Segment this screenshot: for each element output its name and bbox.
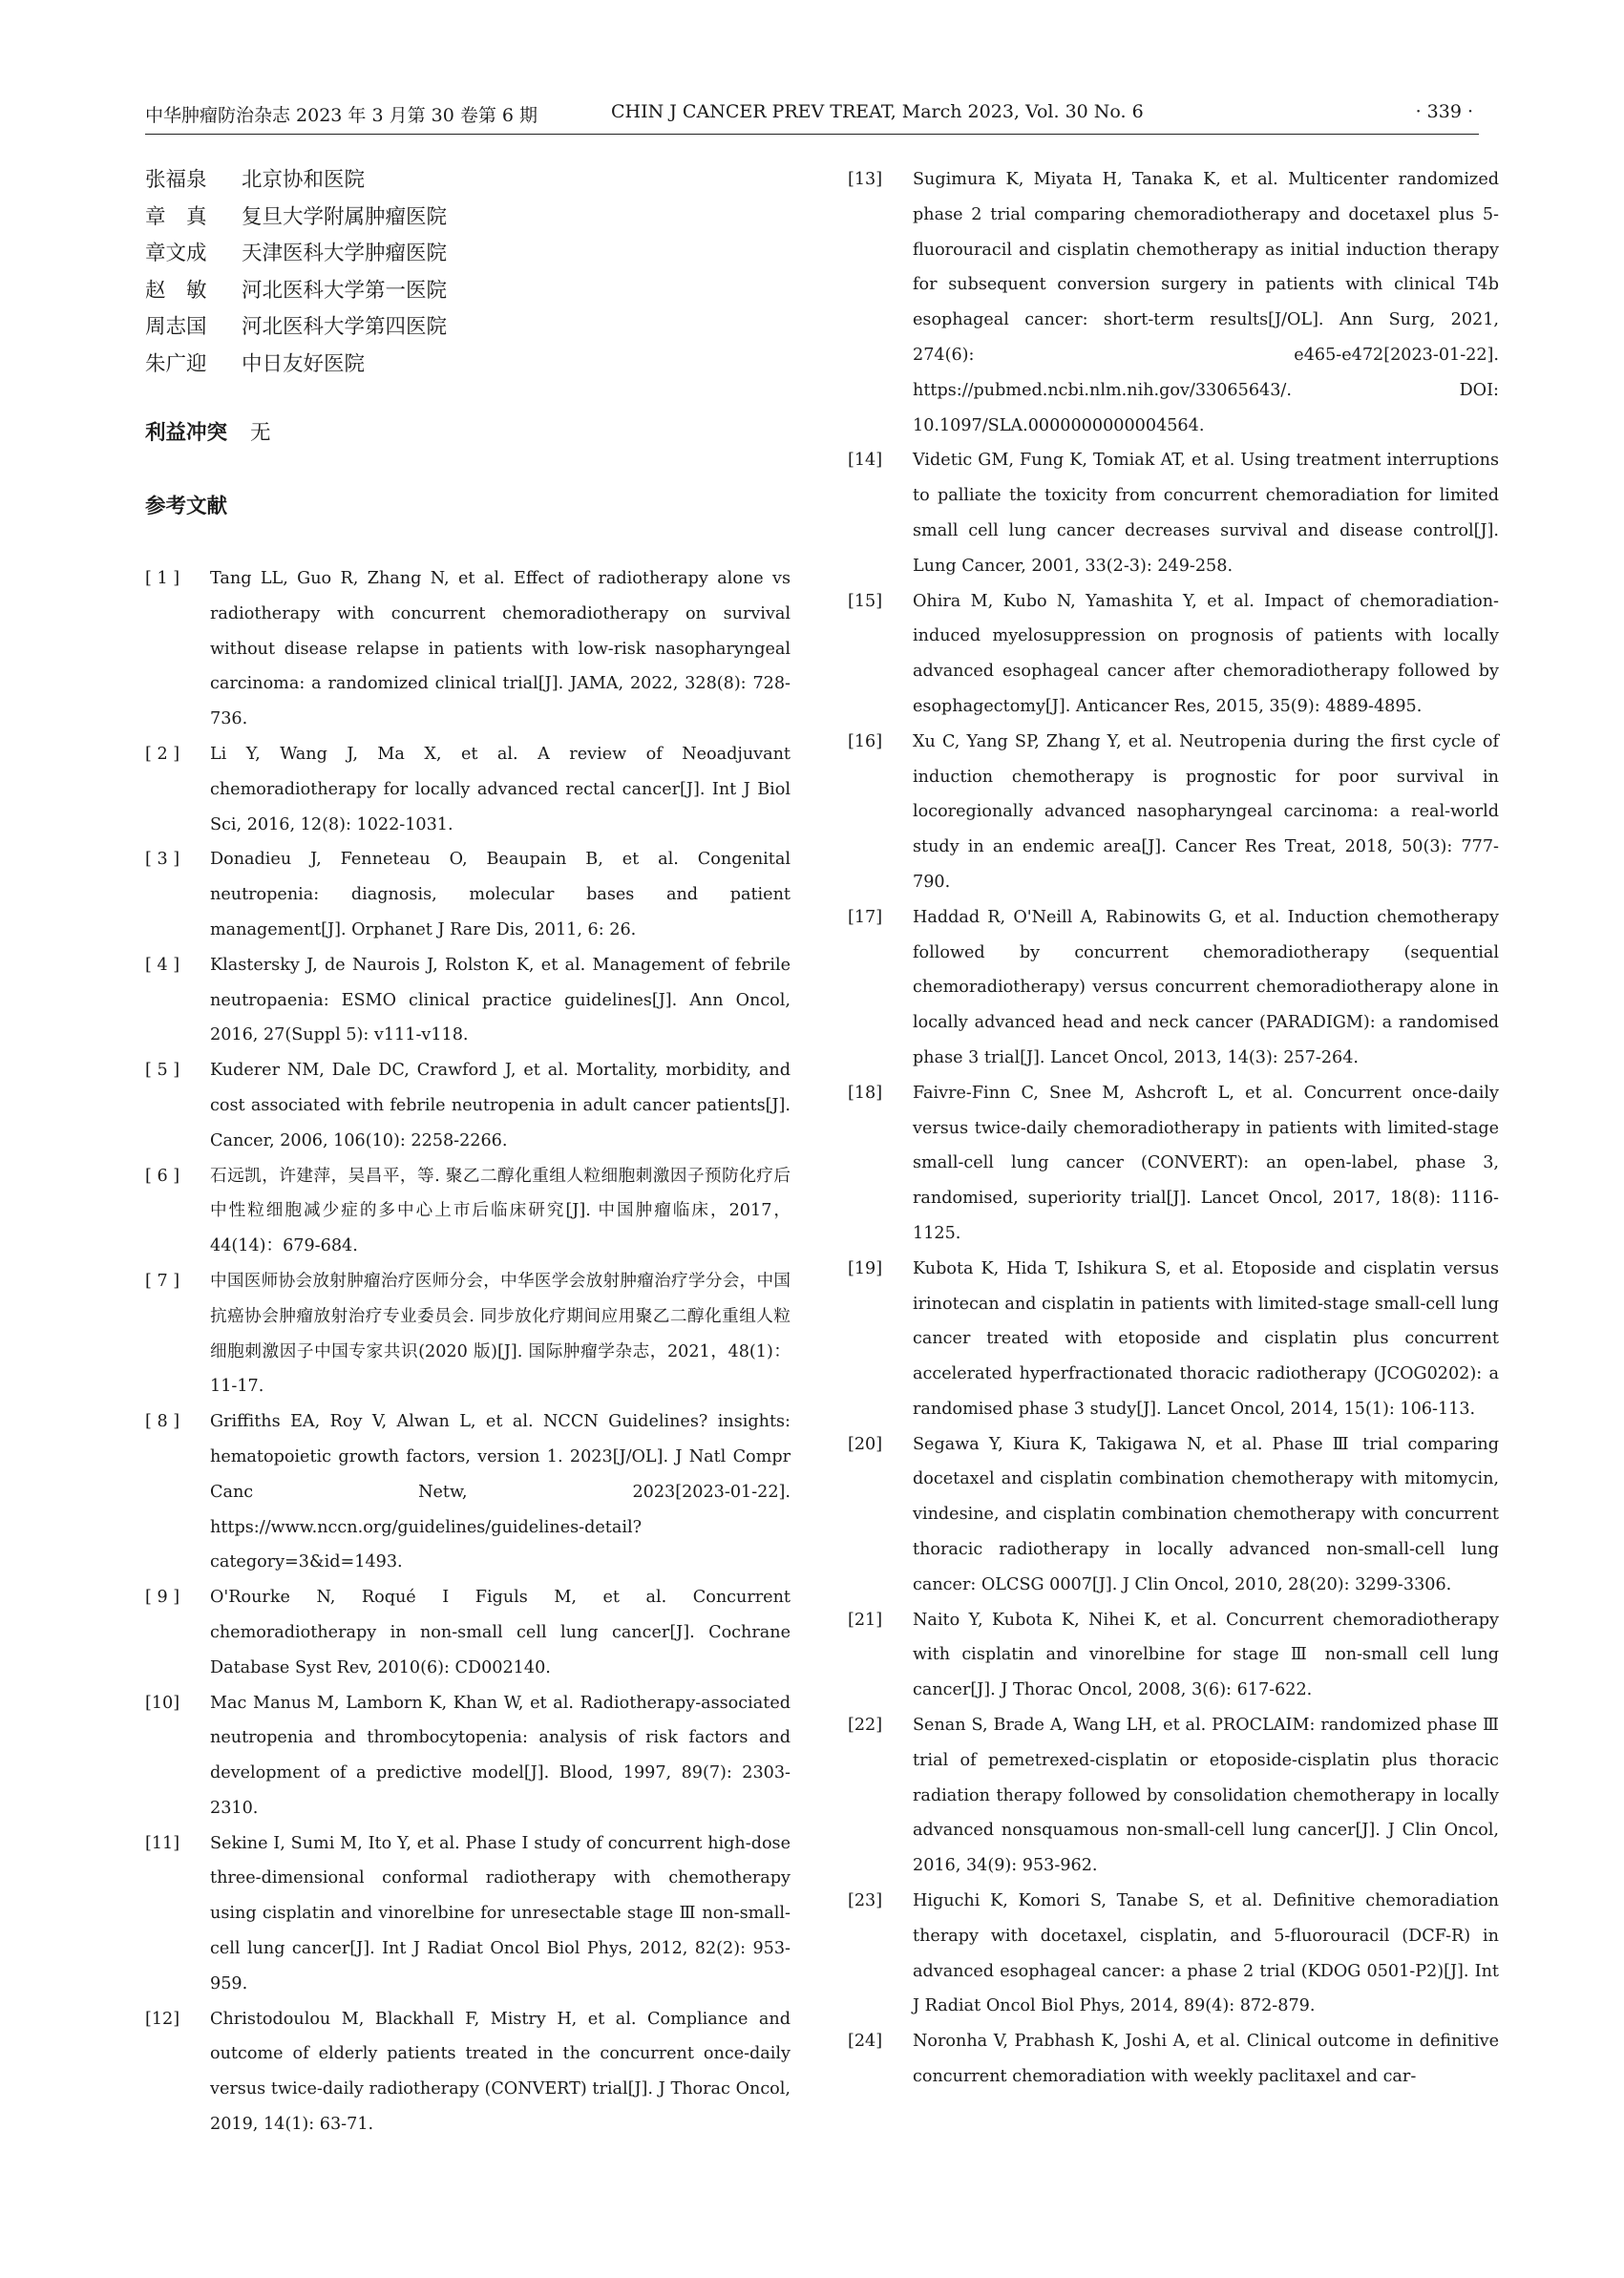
- reference-item: [145, 842, 791, 947]
- author-name: 周志国: [145, 315, 207, 339]
- reference-number: [ 6 ]: [145, 1166, 180, 1186]
- reference-item: [848, 1884, 1499, 2024]
- reference-text: O'Rourke N, Roqué I Figuls M, et al. Concurrent chemoradiotherapy in non-small cell lung cancer[J]. Cochrane Database Syst Rev, 2010(6): CD002140.: [210, 1588, 791, 1677]
- reference-text: 中国医师协会放射肿瘤治疗医师分会，中华医学会放射肿瘤治疗学分会，中国抗癌协会肿瘤放射治疗专业委员会. 同步放化疗期间应用聚乙二醇化重组人粒细胞刺激因子中国专家共识(2020 版)[J]. 国际肿瘤学杂志，2021，48(1)：11-17.: [210, 1271, 791, 1397]
- reference-number: [15]: [848, 591, 883, 611]
- reference-number: [21]: [848, 1610, 883, 1630]
- affiliation-list: [145, 162, 791, 383]
- conflict-of-interest: [145, 416, 791, 446]
- reference-number: [14]: [848, 451, 883, 471]
- reference-number: [20]: [848, 1434, 883, 1454]
- reference-number: [23]: [848, 1891, 883, 1911]
- reference-list-right: [848, 162, 1499, 2095]
- reference-number: [ 8 ]: [145, 1412, 180, 1432]
- reference-item: [848, 900, 1499, 1076]
- author-name: 赵 敏: [145, 278, 207, 303]
- reference-number: [16]: [848, 731, 883, 751]
- reference-item: [848, 725, 1499, 900]
- reference-number: [11]: [145, 1833, 180, 1853]
- author-name: 章文成: [145, 242, 207, 265]
- reference-text: Higuchi K, Komori S, Tanabe S, et al. Definitive chemoradiation therapy with docetaxel, cisplatin, and 5-fluorouracil (DCF-R) in advanced esophageal cancer: a phase 2 trial (KDOG 0501-P2)[J]. Int J Radiat Oncol Biol Phys, 2014, 89(4): 872-879.: [913, 1891, 1499, 2016]
- reference-item: [145, 948, 791, 1053]
- reference-item: [848, 1076, 1499, 1252]
- author-org: 中日友好医院: [242, 351, 366, 376]
- affiliation-item: [145, 200, 791, 237]
- reference-item: [848, 1603, 1499, 1708]
- reference-item: [145, 1159, 791, 1264]
- author-name: 朱广迎: [145, 351, 207, 376]
- author-org: 河北医科大学第四医院: [242, 315, 448, 339]
- reference-item: [848, 1427, 1499, 1603]
- reference-number: [24]: [848, 2032, 883, 2052]
- reference-number: [ 3 ]: [145, 850, 180, 870]
- author-name: 章 真: [145, 204, 207, 229]
- reference-number: [ 7 ]: [145, 1271, 180, 1291]
- reference-item: [145, 1826, 791, 2002]
- reference-text: Noronha V, Prabhash K, Joshi A, et al. Clinical outcome in definitive concurrent chemoradiation with weekly paclitaxel and car-: [913, 2032, 1499, 2087]
- reference-list-left: [145, 561, 791, 2142]
- reference-text: Klastersky J, de Naurois J, Rolston K, et al. Management of febrile neutropaenia: ESMO clinical practice guidelines[J]. Ann Oncol, 2016, 27(Suppl 5): v111-v118.: [210, 955, 791, 1045]
- reference-number: [ 1 ]: [145, 569, 180, 588]
- reference-number: [ 4 ]: [145, 955, 180, 975]
- reference-number: [22]: [848, 1716, 883, 1736]
- reference-item: [848, 162, 1499, 443]
- reference-item: [848, 1252, 1499, 1427]
- conflict-value: 无: [250, 421, 271, 445]
- reference-text: Sugimura K, Miyata H, Tanaka K, et al. Multicenter randomized phase 2 trial comparing chemoradiotherapy and docetaxel plus 5-fluorouracil and cisplatin chemotherapy as initial induction therapy for subsequent conversion surgery in patients with clinical T4b esophageal cancer: short-term results[J/OL]. Ann Surg, 2021, 274(6): e465-e472[2023-01-22]. https://pubmed.ncbi.nlm.nih.gov/33065643/. DOI: 10.1097/SLA.0000000000004564.: [913, 170, 1499, 435]
- author-name: 张福泉: [145, 168, 207, 192]
- author-org: 复旦大学附属肿瘤医院: [242, 204, 448, 229]
- reference-number: [12]: [145, 2009, 180, 2029]
- reference-text: Segawa Y, Kiura K, Takigawa N, et al. Phase Ⅲ trial comparing docetaxel and cisplatin combination chemotherapy with mitomycin, vindesine, and cisplatin combination chemotherapy with concurrent thoracic radiotherapy in locally advanced non-small-cell lung cancer: OLCSG 0007[J]. J Clin Oncol, 2010, 28(20): 3299-3306.: [913, 1434, 1499, 1594]
- reference-text: 石远凯，许建萍，吴昌平，等. 聚乙二醇化重组人粒细胞刺激因子预防化疗后中性粒细胞减少症的多中心上市后临床研究[J]. 中国肿瘤临床，2017，44(14)：679-684.: [210, 1166, 791, 1256]
- journal-title-en: CHIN J CANCER PREV TREAT, March 2023, Vol. 30 No. 6: [611, 101, 1144, 122]
- journal-title-cn: 中华肿瘤防治杂志 2023 年 3 月第 30 卷第 6 期: [145, 105, 538, 126]
- reference-item: [848, 2024, 1499, 2095]
- affiliation-item: [145, 236, 791, 273]
- affiliation-item: [145, 309, 791, 347]
- running-header: [145, 95, 1479, 135]
- affiliation-item: [145, 162, 791, 200]
- reference-text: Senan S, Brade A, Wang LH, et al. PROCLAIM: randomized phase Ⅲ trial of pemetrexed-cisplatin or etoposide-cisplatin plus thoracic radiation therapy followed by consolidation chemotherapy in locally advanced nonsquamous non-small-cell lung cancer[J]. J Clin Oncol, 2016, 34(9): 953-962.: [913, 1716, 1499, 1876]
- reference-text: Mac Manus M, Lamborn K, Khan W, et al. Radiotherapy-associated neutropenia and thrombocytopenia: analysis of risk factors and development of a predictive model[J]. Blood, 1997, 89(7): 2303-2310.: [210, 1693, 791, 1818]
- reference-item: [145, 1580, 791, 1685]
- reference-number: [ 5 ]: [145, 1061, 180, 1081]
- reference-text: Ohira M, Kubo N, Yamashita Y, et al. Impact of chemoradiation-induced myelosuppression on prognosis of patients with locally advanced esophageal cancer after chemoradiotherapy followed by esophagectomy[J]. Anticancer Res, 2015, 35(9): 4889-4895.: [913, 591, 1499, 716]
- reference-item: [848, 1708, 1499, 1884]
- reference-text: Christodoulou M, Blackhall F, Mistry H, et al. Compliance and outcome of elderly patients treated in the concurrent once-daily versus twice-daily radiotherapy (CONVERT) trial[J]. J Thorac Oncol, 2019, 14(1): 63-71.: [210, 2009, 791, 2135]
- page-number: · 339 ·: [1415, 101, 1473, 122]
- reference-number: [ 9 ]: [145, 1588, 180, 1608]
- reference-text: Faivre-Finn C, Snee M, Ashcroft L, et al. Concurrent once-daily versus twice-daily chemoradiotherapy in patients with limited-stage small-cell lung cancer (CONVERT): an open-label, phase 3, randomised, superiority trial[J]. Lancet Oncol, 2017, 18(8): 1116-1125.: [913, 1083, 1499, 1243]
- reference-number: [10]: [145, 1693, 180, 1713]
- author-org: 天津医科大学肿瘤医院: [242, 242, 448, 265]
- left-column: [145, 162, 791, 2142]
- reference-item: [145, 1404, 791, 1580]
- reference-number: [19]: [848, 1258, 883, 1278]
- reference-item: [145, 561, 791, 737]
- reference-item: [145, 1264, 791, 1404]
- reference-text: Griffiths EA, Roy V, Alwan L, et al. NCCN Guidelines? insights: hematopoietic growth factors, version 1. 2023[J/OL]. J Natl Compr Canc Netw, 2023[2023-01-22]. https://www.nccn.org/guidelines/guidelines-detail?category=3&id=1493.: [210, 1412, 791, 1572]
- reference-text: Naito Y, Kubota K, Nihei K, et al. Concurrent chemoradiotherapy with cisplatin and vinorelbine for stage Ⅲ non-small cell lung cancer[J]. J Thorac Oncol, 2008, 3(6): 617-622.: [913, 1610, 1499, 1700]
- reference-text: Donadieu J, Fenneteau O, Beaupain B, et al. Congenital neutropenia: diagnosis, molecular bases and patient management[J]. Orphanet J Rare Dis, 2011, 6: 26.: [210, 850, 791, 939]
- reference-text: Haddad R, O'Neill A, Rabinowits G, et al. Induction chemotherapy followed by concurrent chemoradiotherapy (sequential chemoradiotherapy) versus concurrent chemoradiotherapy alone in locally advanced head and neck cancer (PARADIGM): a randomised phase 3 trial[J]. Lancet Oncol, 2013, 14(3): 257-264.: [913, 907, 1499, 1067]
- reference-text: Videtic GM, Fung K, Tomiak AT, et al. Using treatment interruptions to palliate the toxicity from concurrent chemoradiation for limited small cell lung cancer decreases survival and disease control[J]. Lung Cancer, 2001, 33(2-3): 249-258.: [913, 451, 1499, 576]
- right-column: [848, 162, 1499, 2095]
- reference-number: [18]: [848, 1083, 883, 1103]
- reference-text: Li Y, Wang J, Ma X, et al. A review of Neoadjuvant chemoradiotherapy for locally advanced rectal cancer[J]. Int J Biol Sci, 2016, 12(8): 1022-1031.: [210, 744, 791, 834]
- reference-number: [13]: [848, 170, 883, 189]
- reference-text: Xu C, Yang SP, Zhang Y, et al. Neutropenia during the first cycle of induction chemotherapy is prognostic for poor survival in locoregionally advanced nasopharyngeal carcinoma: a real-world study in an endemic area[J]. Cancer Res Treat, 2018, 50(3): 777-790.: [913, 731, 1499, 892]
- conflict-label: 利益冲突: [145, 421, 228, 445]
- affiliation-item: [145, 273, 791, 310]
- reference-item: [848, 443, 1499, 583]
- references-heading: 参考文献: [145, 495, 228, 518]
- reference-number: [ 2 ]: [145, 744, 180, 764]
- reference-item: [145, 1686, 791, 1826]
- author-org: 北京协和医院: [242, 168, 366, 192]
- reference-item: [848, 584, 1499, 725]
- author-org: 河北医科大学第一医院: [242, 278, 448, 303]
- reference-item: [145, 737, 791, 842]
- reference-text: Sekine I, Sumi M, Ito Y, et al. Phase Ⅰ study of concurrent high-dose three-dimensional conformal radiotherapy with chemotherapy using cisplatin and vinorelbine for unresectable stage Ⅲ non-small-cell lung cancer[J]. Int J Radiat Oncol Biol Phys, 2012, 82(2): 953-959.: [210, 1833, 791, 1993]
- affiliation-item: [145, 347, 791, 384]
- reference-item: [145, 1053, 791, 1158]
- reference-number: [17]: [848, 907, 883, 927]
- reference-text: Kuderer NM, Dale DC, Crawford J, et al. Mortality, morbidity, and cost associated with febrile neutropenia in adult cancer patients[J]. Cancer, 2006, 106(10): 2258-2266.: [210, 1061, 791, 1150]
- reference-item: [145, 2002, 791, 2142]
- reference-text: Tang LL, Guo R, Zhang N, et al. Effect of radiotherapy alone vs radiotherapy with concurrent chemoradiotherapy on survival without disease relapse in patients with low-risk nasopharyngeal carcinoma: a randomized clinical trial[J]. JAMA, 2022, 328(8): 728-736.: [210, 569, 791, 729]
- reference-text: Kubota K, Hida T, Ishikura S, et al. Etoposide and cisplatin versus irinotecan and cisplatin in patients with limited-stage small-cell lung cancer treated with etoposide and cisplatin plus concurrent accelerated hyperfractionated thoracic radiotherapy (JCOG0202): a randomised phase 3 study[J]. Lancet Oncol, 2014, 15(1): 106-113.: [913, 1258, 1499, 1419]
